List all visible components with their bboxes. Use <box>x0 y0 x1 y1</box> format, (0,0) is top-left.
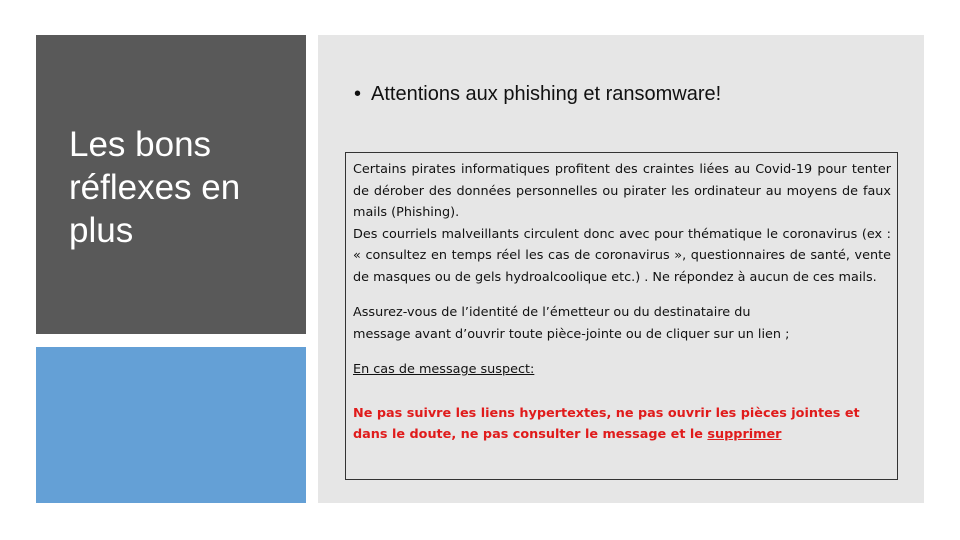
bullet-dot-icon: • <box>354 83 362 105</box>
bullet-heading-text: Attentions aux phishing et ransomware! <box>371 83 722 105</box>
warning-text <box>353 403 891 446</box>
info-text-box <box>345 152 898 480</box>
slide-title-line: Les bons <box>69 125 212 164</box>
paragraph-verification-line: Assurez-vous de l’identité de l’émetteur ou du destinataire du <box>353 305 751 320</box>
slide-title-line: plus <box>69 211 134 250</box>
sidebar-accent-panel <box>36 347 306 503</box>
warning-delete-word: supprimer <box>707 427 782 442</box>
slide-title <box>69 123 289 252</box>
paragraph-verification <box>353 302 891 345</box>
bullet-heading <box>354 83 721 106</box>
slide-title-line: réflexes en <box>69 168 241 207</box>
paragraph-verification-line: message avant d’ouvrir toute pièce-jointe ou de cliquer sur un lien ; <box>353 326 790 342</box>
sidebar-dark-panel <box>36 35 306 334</box>
paragraph-courriels: Des courriels malveillants circulent donc avec pour thématique le coronavirus (ex : « consultez en temps réel les cas de coronavirus », questionnaires de santé, vente de masques ou de gels hydroalcoolique etc.) . Ne répondez à aucun de ces mails. <box>353 226 891 285</box>
content-panel <box>318 35 924 503</box>
paragraph-phishing: Certains pirates informatiques profitent des craintes liées au Covid-19 pour tenter de dérober des données personnelles ou pirater les ordinateur au moyens de faux mails (Phishing). <box>353 162 891 220</box>
warning-body: Ne pas suivre les liens hypertextes, ne pas ouvrir les pièces jointes et dans le doute, ne pas consulter le message et le <box>353 405 860 442</box>
suspect-heading: En cas de message suspect: <box>353 362 535 377</box>
